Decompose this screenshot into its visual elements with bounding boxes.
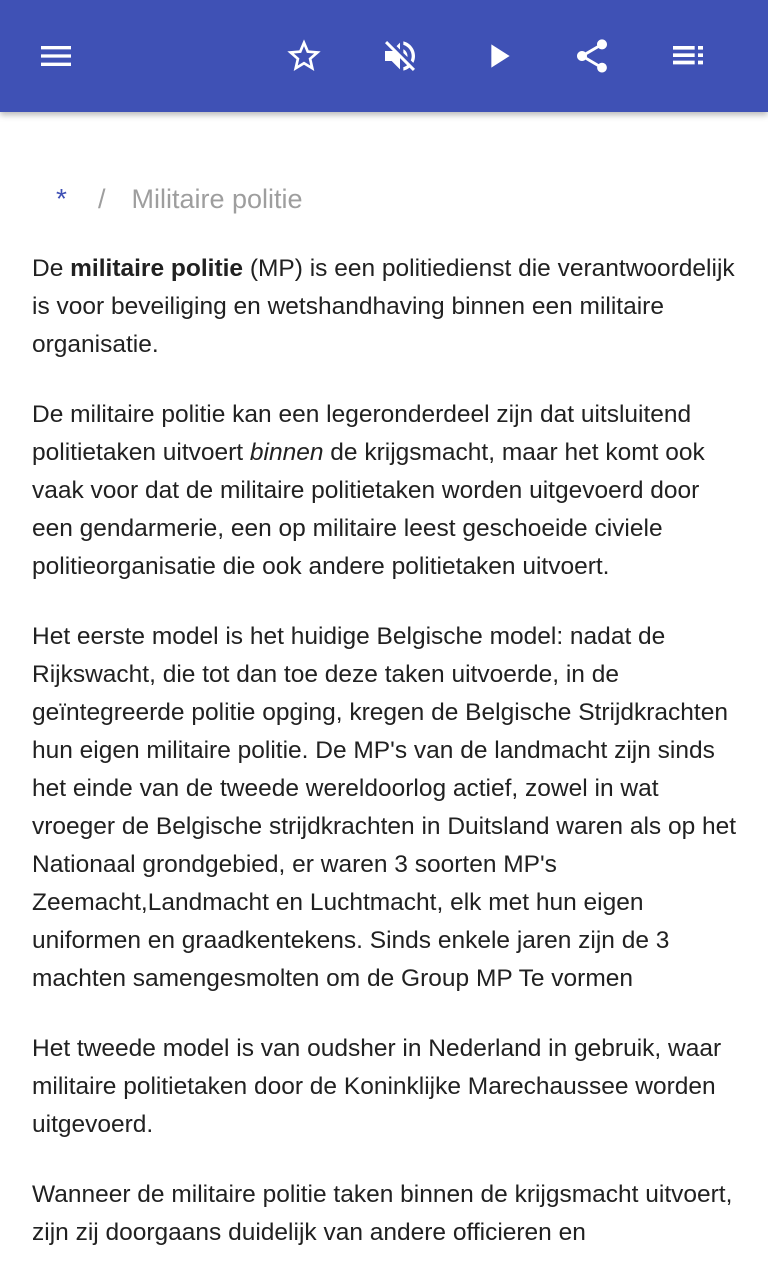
article-content bbox=[0, 112, 768, 1280]
paragraph-2 bbox=[32, 396, 742, 586]
paragraph-4: Het tweede model is van oudsher in Nederland in gebruik, waar militaire politietaken door de Koninklijke Marechaussee worden uitgevoerd. bbox=[32, 1035, 722, 1138]
paragraph-text: (MP) is een politiedienst die verantwoordelijk is voor beveiliging en wetshandhaving binnen een militaire organisatie. bbox=[32, 255, 735, 358]
app-toolbar bbox=[0, 0, 768, 112]
menu-button[interactable] bbox=[28, 28, 84, 84]
breadcrumb-current: Militaire politie bbox=[131, 183, 303, 214]
paragraph-text: De bbox=[32, 255, 71, 282]
share-button[interactable] bbox=[564, 28, 620, 84]
share-icon bbox=[572, 36, 612, 76]
breadcrumb-home-link[interactable]: * bbox=[56, 183, 67, 214]
favorite-button[interactable] bbox=[276, 28, 332, 84]
play-icon bbox=[478, 36, 518, 76]
paragraph-text: de krijgsmacht, maar het komt ook vaak voor dat de militaire politietaken worden uitgevoerd door een gendarmerie, een op militaire leest geschoeide civiele politieorganisatie die ook andere politietaken uitvoert. bbox=[32, 439, 705, 580]
playlist-icon bbox=[668, 36, 708, 76]
breadcrumb bbox=[56, 182, 303, 216]
paragraph-intro bbox=[32, 250, 742, 364]
italic-term: binnen bbox=[249, 439, 324, 466]
bold-term: militaire politie bbox=[70, 255, 244, 282]
paragraph-text: De militaire politie kan een legeronderdeel zijn dat uitsluitend politietaken uitvoert bbox=[32, 401, 692, 466]
toc-button[interactable] bbox=[660, 28, 716, 84]
paragraph-3: Het eerste model is het huidige Belgische model: nadat de Rijkswacht, die tot dan toe deze taken uitvoerde, in de geïntegreerde politie opging, kregen de Belgische Strijdkrachten hun eigen militaire politie. De MP's van de landmacht zijn sinds het einde van de tweede wereldoorlog actief, zowel in wat vroeger de Belgische strijdkrachten in Duitsland waren als op het Nationaal grondgebied, er waren 3 soorten MP's Zeemacht,Landmacht en Luchtmacht, elk met hun eigen uniformen en graadkentekens. Sinds enkele jaren zijn de 3 machten samengesmolten om de Group MP Te vormen bbox=[32, 623, 737, 992]
play-button[interactable] bbox=[470, 28, 526, 84]
star-icon bbox=[284, 36, 324, 76]
article-body bbox=[32, 250, 742, 1280]
mute-button[interactable] bbox=[372, 28, 428, 84]
paragraph-5: Wanneer de militaire politie taken binnen de krijgsmacht uitvoert, zijn zij doorgaans duidelijk van andere officieren en bbox=[32, 1181, 733, 1246]
menu-icon bbox=[36, 36, 76, 76]
volume-off-icon bbox=[380, 36, 420, 76]
breadcrumb-separator: / bbox=[98, 183, 106, 214]
